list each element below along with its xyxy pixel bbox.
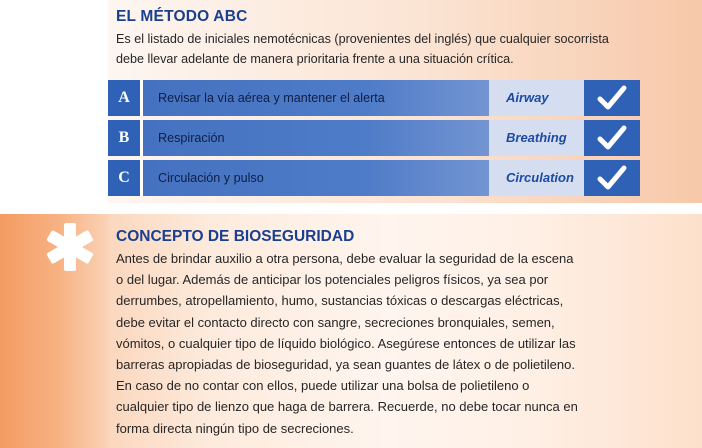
row-description: Revisar la vía aérea y mantener el alerta: [143, 80, 489, 116]
abc-intro-text: [116, 29, 646, 69]
body-line: vómitos, o cualquier tipo de líquido biológico. Asegúrese entonces de utilizar las: [116, 335, 576, 351]
abc-row-b: [108, 120, 640, 156]
body-line: debe evitar el contacto directo con sangre, secreciones bronquiales, semen,: [116, 314, 555, 330]
abc-intro-line-2: debe llevar adelante de manera prioritaria frente a una situación crítica.: [116, 52, 514, 66]
row-letter: C: [108, 160, 140, 196]
row-term: Breathing: [489, 120, 597, 156]
abc-section-title: EL MÉTODO ABC: [116, 8, 248, 25]
body-line: forma directa ningún tipo de secreciones.: [116, 420, 354, 436]
body-line: barreras apropiadas de bioseguridad, ya sean guantes de látex o de polietileno.: [116, 357, 575, 373]
bioseguridad-title: CONCEPTO DE BIOSEGURIDAD: [116, 228, 355, 245]
row-letter: A: [108, 80, 140, 116]
checkmark-icon: [584, 80, 640, 116]
row-term: Airway: [489, 80, 597, 116]
row-term: Circulation: [489, 160, 597, 196]
abc-row-a: [108, 80, 640, 116]
abc-row-c: [108, 160, 640, 196]
body-line: Antes de brindar auxilio a otra persona, debe evaluar la seguridad de la escena: [116, 251, 574, 266]
asterisk-icon: [44, 221, 96, 278]
body-line: o del lugar. Además de anticipar los potenciales peligros físicos, ya sea por: [116, 272, 549, 288]
row-description: Respiración: [143, 120, 489, 156]
checkmark-icon: [584, 120, 640, 156]
row-description: Circulación y pulso: [143, 160, 489, 196]
row-letter: B: [108, 120, 140, 156]
body-line: cualquier tipo de lienzo que haga de barrera. Recuerde, no debe tocar nunca en: [116, 399, 578, 415]
body-line: En caso de no contar con ellos, puede utilizar una bolsa de polietileno o: [116, 378, 530, 394]
abc-table: [108, 80, 640, 200]
checkmark-icon: [584, 160, 640, 196]
bioseguridad-body: [116, 248, 646, 439]
body-line: derrumbes, atropellamiento, humo, sustancias tóxicas o descargas eléctricas,: [116, 293, 564, 309]
abc-intro-line-1: Es el listado de iniciales nemotécnicas (provenientes del inglés) que cualquier socorrista: [116, 32, 609, 46]
